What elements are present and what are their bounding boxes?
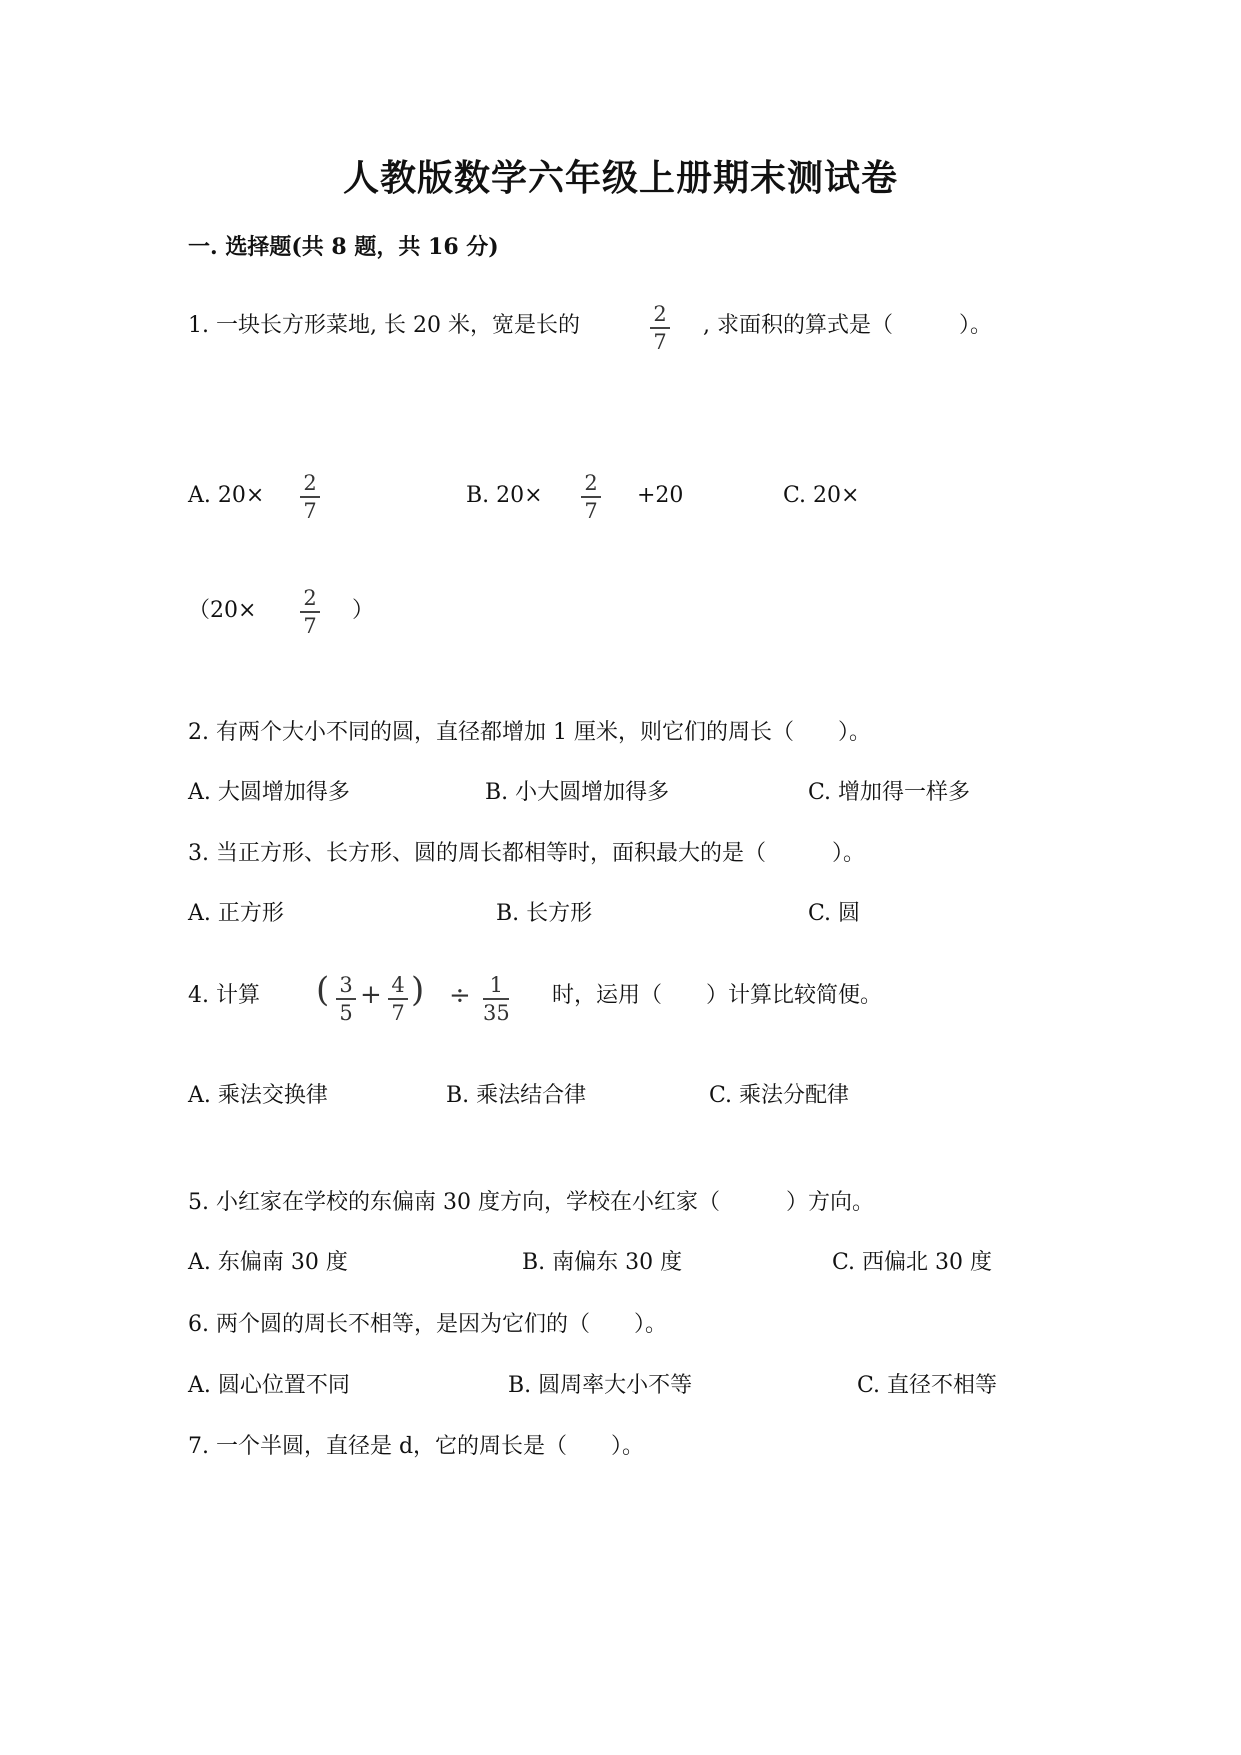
- question-4-stem-start: 4. 计算: [188, 983, 260, 1008]
- fraction-bar: [300, 496, 320, 498]
- option-a: A. 大圆增加得多: [188, 780, 350, 805]
- fraction-numerator: 4: [391, 973, 405, 997]
- question-5-stem: 5. 小红家在学校的东偏南 30 度方向，学校在小红家（ ）方向。: [188, 1190, 874, 1215]
- fraction-denominator: 7: [391, 1000, 405, 1025]
- fraction-2-7: [650, 303, 670, 353]
- fraction-bar: [581, 496, 601, 498]
- fraction-denominator: 7: [303, 613, 317, 638]
- option-c: C. 20×: [783, 483, 860, 508]
- fraction-bar: [483, 998, 509, 1000]
- fraction-bar: [388, 998, 408, 1000]
- fraction-2-7: [300, 472, 320, 522]
- option-c: C. 乘法分配律: [709, 1083, 850, 1108]
- option-c: C. 增加得一样多: [808, 780, 971, 805]
- option-a: A. 20×: [188, 483, 265, 508]
- fraction-denominator: 35: [483, 1000, 510, 1025]
- plus-sign: +: [360, 980, 382, 1010]
- option-c: C. 西偏北 30 度: [832, 1250, 993, 1275]
- option-a: A. 正方形: [188, 901, 284, 926]
- fraction-numerator: 1: [489, 973, 504, 997]
- fraction-numerator: 3: [339, 973, 353, 997]
- fraction-denominator: 7: [653, 329, 667, 354]
- option-b: B. 20×: [466, 483, 543, 508]
- option-b: B. 乘法结合律: [446, 1083, 587, 1108]
- option-b-suffix: +20: [637, 483, 684, 508]
- right-parenthesis: ): [411, 970, 425, 1010]
- fraction-denominator: 5: [339, 1000, 353, 1025]
- fraction-bar: [650, 327, 670, 329]
- fraction-bar: [336, 998, 356, 1000]
- fraction-numerator: 2: [584, 471, 598, 495]
- option-a: A. 圆心位置不同: [188, 1373, 350, 1398]
- section-heading: 一. 选择题(共 8 题，共 16 分): [188, 234, 499, 260]
- division-sign: ÷: [449, 981, 471, 1011]
- question-3-stem: 3. 当正方形、长方形、圆的周长都相等时，面积最大的是（ ）。: [188, 841, 865, 866]
- page-title: 人教版数学六年级上册期末测试卷: [342, 157, 898, 199]
- fraction-denominator: 7: [303, 498, 317, 523]
- option-c: C. 直径不相等: [857, 1373, 998, 1398]
- option-a: A. 乘法交换律: [188, 1083, 328, 1108]
- option-b: B. 小大圆增加得多: [485, 780, 670, 805]
- question-4-stem-end: 时，运用（ ）计算比较简便。: [552, 983, 883, 1008]
- option-b: B. 长方形: [496, 901, 593, 926]
- option-c-close: ）: [352, 598, 375, 623]
- fraction-4-7: [388, 974, 408, 1024]
- question-1-stem-start: 1. 一块长方形菜地, 长 20 米，宽是长的: [188, 313, 580, 338]
- option-b: B. 南偏东 30 度: [522, 1250, 683, 1275]
- option-c: C. 圆: [808, 901, 861, 926]
- fraction-numerator: 2: [303, 471, 317, 495]
- question-7-stem: 7. 一个半圆，直径是 d，它的周长是（ ）。: [188, 1434, 645, 1459]
- option-c-continued: （20×: [188, 598, 257, 623]
- option-b: B. 圆周率大小不等: [508, 1373, 693, 1398]
- fraction-3-5: [336, 974, 356, 1024]
- question-2-stem: 2. 有两个大小不同的圆，直径都增加 1 厘米，则它们的周长（ ）。: [188, 720, 871, 745]
- left-parenthesis: (: [316, 970, 330, 1010]
- option-a: A. 东偏南 30 度: [188, 1250, 348, 1275]
- fraction-numerator: 2: [653, 302, 667, 326]
- fraction-numerator: 2: [303, 586, 317, 610]
- question-6-stem: 6. 两个圆的周长不相等，是因为它们的（ ）。: [188, 1312, 667, 1337]
- question-1-stem-end: , 求面积的算式是（ ）。: [703, 313, 992, 338]
- fraction-bar: [300, 611, 320, 613]
- fraction-2-7: [581, 472, 601, 522]
- fraction-1-35: [483, 974, 510, 1024]
- fraction-denominator: 7: [584, 498, 598, 523]
- fraction-2-7: [300, 587, 320, 637]
